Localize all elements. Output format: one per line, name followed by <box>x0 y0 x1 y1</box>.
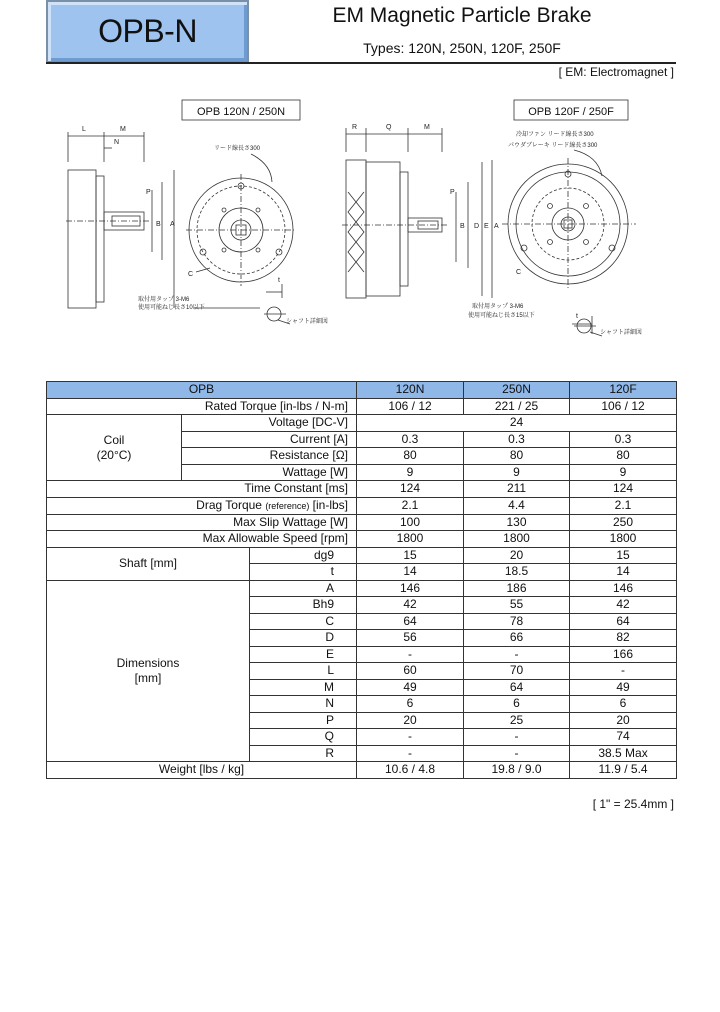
header-col-120n: 120N <box>357 382 464 399</box>
cell: 2.1 <box>357 497 464 514</box>
shaft-group-label: Shaft [mm] <box>47 547 250 580</box>
dim-label-E-right: E <box>484 223 489 230</box>
drag-label-a: Drag Torque <box>196 497 266 512</box>
left-diagram-title: OPB 120N / 250N <box>196 106 286 118</box>
cell: 250 <box>570 514 677 531</box>
table-row-drag-torque <box>47 497 677 514</box>
coil-group-label <box>47 415 182 481</box>
cell: 15 <box>570 547 677 564</box>
header-rule <box>46 62 676 64</box>
left-body-flange <box>96 176 104 302</box>
table-row-voltage <box>47 415 677 432</box>
cell: 60 <box>357 663 464 680</box>
drag-label-c: [in-lbs] <box>309 497 349 512</box>
cell: 80 <box>357 448 464 465</box>
row-label: Rated Torque [in-lbs / N-m] <box>47 398 357 415</box>
cell: 70 <box>464 663 570 680</box>
cell: 14 <box>570 564 677 581</box>
dim-label-C-right: C <box>516 269 522 276</box>
row-label: Weight [lbs / kg] <box>47 762 357 779</box>
cell: 49 <box>357 679 464 696</box>
row-key: L <box>250 663 357 680</box>
cell: 20 <box>570 712 677 729</box>
table-row-max-slip <box>47 514 677 531</box>
cell: 9 <box>570 464 677 481</box>
dim-label-C-left: C <box>188 271 194 278</box>
left-tap-note-2: 使用可能ねじ長さ10以下 <box>138 305 205 311</box>
dim-label-B-right: B <box>460 223 465 230</box>
header-col-120f: 120F <box>570 382 677 399</box>
cell: 42 <box>357 597 464 614</box>
right-diagram-title: OPB 120F / 250F <box>528 106 614 118</box>
cell: 106 / 12 <box>570 398 677 415</box>
left-shaft-detail-note: シャフト詳細図 <box>286 319 328 325</box>
row-key: R <box>250 745 357 762</box>
cell: 6 <box>464 696 570 713</box>
cell: 2.1 <box>570 497 677 514</box>
cell: 6 <box>357 696 464 713</box>
row-key: A <box>250 580 357 597</box>
cell: - <box>357 646 464 663</box>
row-label: Current [A] <box>182 431 357 448</box>
row-key: Bh9 <box>250 597 357 614</box>
cell: 0.3 <box>357 431 464 448</box>
dim-label-B-left: B <box>156 221 161 228</box>
cell: - <box>570 663 677 680</box>
table-row-time-constant <box>47 481 677 498</box>
inch-conversion-note: [ 1" = 25.4mm ] <box>592 797 674 811</box>
row-key: N <box>250 696 357 713</box>
table-row-rated-torque <box>47 398 677 415</box>
cell: 78 <box>464 613 570 630</box>
cell: 38.5 Max <box>570 745 677 762</box>
dim-label-M: M <box>120 126 126 133</box>
cell: 130 <box>464 514 570 531</box>
right-lead-note-2: パウダブレーキ リード線長さ300 <box>508 143 598 149</box>
row-key: P <box>250 712 357 729</box>
row-label: Resistance [Ω] <box>182 448 357 465</box>
cell: 10.6 / 4.8 <box>357 762 464 779</box>
technical-drawings <box>46 92 676 377</box>
table-row-weight <box>47 762 677 779</box>
cell: 25 <box>464 712 570 729</box>
table-header-row <box>47 382 677 399</box>
left-lead-note: リード線長さ300 <box>214 146 261 152</box>
dim-label-t-left: t <box>278 277 280 284</box>
cell: 56 <box>357 630 464 647</box>
row-label: Max Slip Wattage [W] <box>47 514 357 531</box>
model-badge <box>46 0 249 63</box>
row-key: E <box>250 646 357 663</box>
em-note: [ EM: Electromagnet ] <box>558 65 674 79</box>
cell: 74 <box>570 729 677 746</box>
cell: 20 <box>464 547 570 564</box>
dim-label-D-right: D <box>474 223 480 230</box>
specifications-table <box>46 381 677 779</box>
cell: 1800 <box>357 531 464 548</box>
cell: 64 <box>357 613 464 630</box>
row-label <box>47 497 357 514</box>
coil-label: Coil <box>103 432 125 447</box>
cell: 100 <box>357 514 464 531</box>
table-row-shaft-d <box>47 547 677 564</box>
cell: 82 <box>570 630 677 647</box>
row-label: Time Constant [ms] <box>47 481 357 498</box>
cell: 20 <box>357 712 464 729</box>
right-body-side <box>366 162 400 296</box>
cell: - <box>464 745 570 762</box>
cell: 66 <box>464 630 570 647</box>
cell: - <box>464 646 570 663</box>
row-key: M <box>250 679 357 696</box>
row-key: t <box>250 564 357 581</box>
cell: 6 <box>570 696 677 713</box>
cell: 0.3 <box>464 431 570 448</box>
row-label: Max Allowable Speed [rpm] <box>47 531 357 548</box>
cell: 1800 <box>464 531 570 548</box>
types-line: Types: 120N, 250N, 120F, 250F <box>363 40 561 56</box>
cell: 106 / 12 <box>357 398 464 415</box>
cell: 166 <box>570 646 677 663</box>
cell: 186 <box>464 580 570 597</box>
cell: 1800 <box>570 531 677 548</box>
table-row-max-speed <box>47 531 677 548</box>
cell: 11.9 / 5.4 <box>570 762 677 779</box>
right-shaft-detail-note: シャフト詳細図 <box>600 330 642 336</box>
drag-label-b: (reference) <box>265 500 310 511</box>
dim-label-N: N <box>114 139 120 146</box>
dim-label-P-right: P <box>450 189 455 196</box>
row-label: Voltage [DC-V] <box>182 415 357 432</box>
right-tap-note-2: 使用可能ねじ長さ15以下 <box>468 313 535 319</box>
left-body-side <box>68 170 96 308</box>
dim-label-L: L <box>82 126 86 133</box>
right-lead-note-1: 冷却ファン リード線長さ300 <box>516 132 594 138</box>
cell: 124 <box>570 481 677 498</box>
row-label: Wattage [W] <box>182 464 357 481</box>
dim-label-P-left: P <box>146 189 151 196</box>
page-title: EM Magnetic Particle Brake <box>332 4 592 27</box>
cell: 146 <box>357 580 464 597</box>
cell: 80 <box>464 448 570 465</box>
cell: 64 <box>570 613 677 630</box>
cell: 146 <box>570 580 677 597</box>
left-tap-note-1: 取付用タップ 3-M6 <box>138 297 190 303</box>
row-key: C <box>250 613 357 630</box>
dim-label-M-right: M <box>424 124 430 131</box>
table-row-dim-a <box>47 580 677 597</box>
cell: - <box>357 745 464 762</box>
header-col-250n: 250N <box>464 382 570 399</box>
right-tap-note-1: 取付用タップ 3-M6 <box>472 304 524 310</box>
cell: 9 <box>357 464 464 481</box>
cell: 42 <box>570 597 677 614</box>
header-opb: OPB <box>47 382 357 399</box>
cell: - <box>464 729 570 746</box>
cell: 24 <box>357 415 677 432</box>
cell: 9 <box>464 464 570 481</box>
row-key: dg9 <box>250 547 357 564</box>
cell: 80 <box>570 448 677 465</box>
cell: 0.3 <box>570 431 677 448</box>
dim-label-t-right: t <box>576 313 578 320</box>
cell: 55 <box>464 597 570 614</box>
row-key: Q <box>250 729 357 746</box>
right-fan-side <box>346 160 366 298</box>
dim-label-Q: Q <box>386 124 392 131</box>
cell: 211 <box>464 481 570 498</box>
row-key: D <box>250 630 357 647</box>
cell: - <box>357 729 464 746</box>
cell: 49 <box>570 679 677 696</box>
cell: 64 <box>464 679 570 696</box>
cell: 14 <box>357 564 464 581</box>
cell: 18.5 <box>464 564 570 581</box>
cell: 4.4 <box>464 497 570 514</box>
cell: 15 <box>357 547 464 564</box>
dim-label-A-left: A <box>170 221 175 228</box>
dimensions-group-label <box>47 580 250 762</box>
model-name: OPB-N <box>98 13 197 49</box>
cell: 221 / 25 <box>464 398 570 415</box>
dim-label-R: R <box>352 124 358 131</box>
coil-temp-label: (20°C) <box>96 447 132 462</box>
dimensions-label: Dimensions <box>116 655 180 670</box>
cell: 124 <box>357 481 464 498</box>
cell: 19.8 / 9.0 <box>464 762 570 779</box>
dimensions-unit-label: [mm] <box>134 670 162 685</box>
dim-label-A-right: A <box>494 223 499 230</box>
